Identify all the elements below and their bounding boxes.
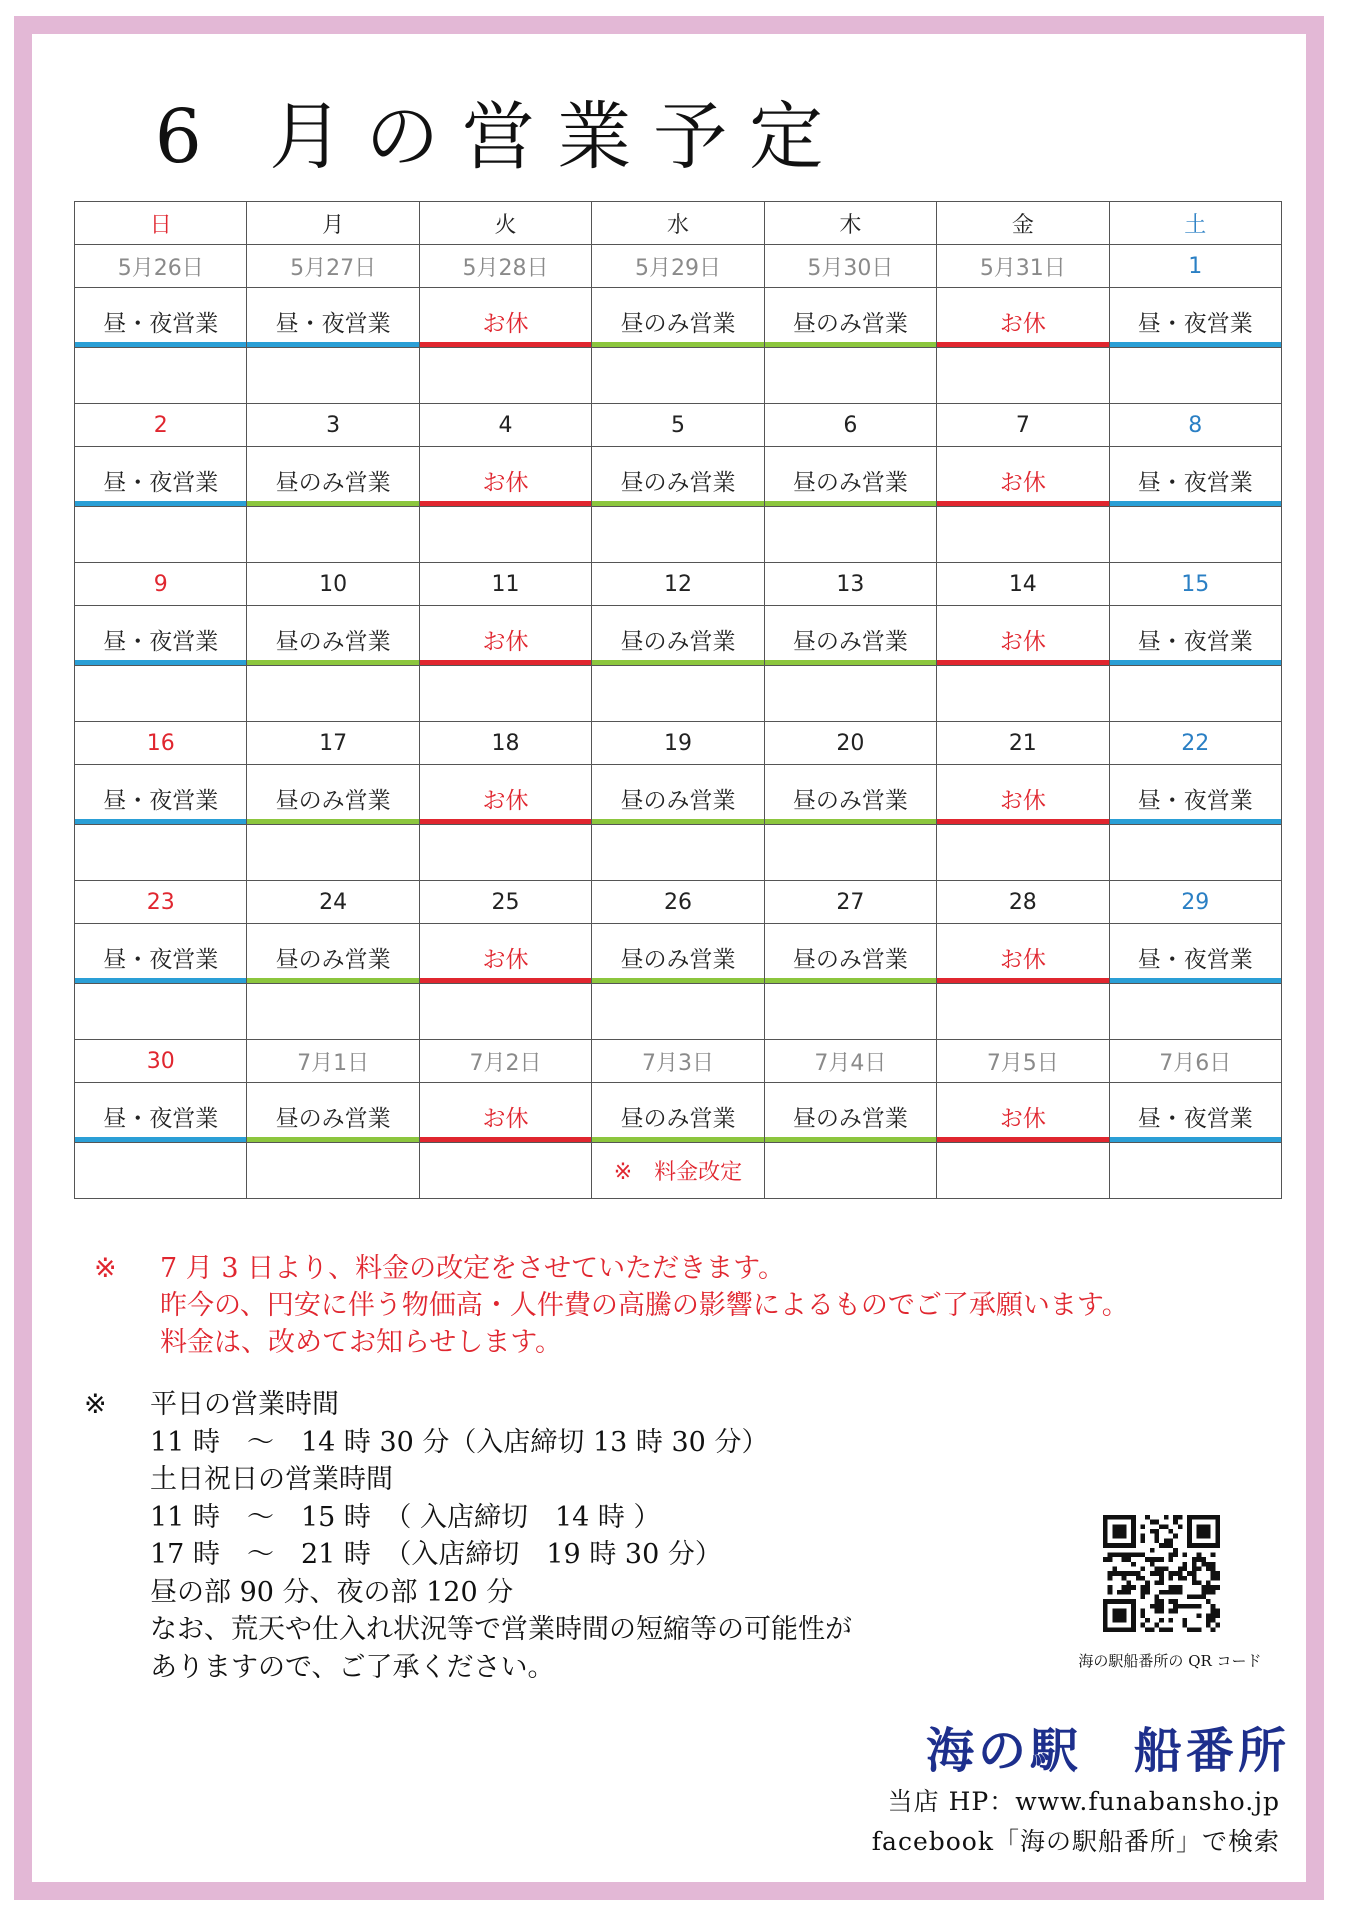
status-cell bbox=[1109, 1083, 1281, 1143]
status-label: 昼・夜営業 bbox=[103, 311, 219, 338]
status-label: お休 bbox=[482, 788, 529, 815]
date-cell: 5月30日 bbox=[764, 245, 936, 288]
status-cell bbox=[75, 447, 247, 507]
hours-line: なお、荒天や仕入れ状況等で営業時間の短縮等の可能性が bbox=[150, 1614, 852, 1645]
status-label: 昼のみ営業 bbox=[792, 311, 908, 338]
facebook-search: facebook「海の駅船番所」で検索 bbox=[871, 1827, 1280, 1856]
date-cell: 23 bbox=[75, 880, 247, 923]
weekday-header: 水 bbox=[592, 202, 764, 245]
hours-line: 昼の部 90 分、夜の部 120 分 bbox=[150, 1576, 514, 1608]
status-cell bbox=[419, 765, 591, 825]
status-underline bbox=[420, 501, 591, 506]
status-underline bbox=[420, 819, 591, 824]
note-cell bbox=[937, 825, 1109, 881]
calendar-table bbox=[74, 201, 1282, 1199]
status-label: 昼のみ営業 bbox=[275, 470, 391, 497]
note-cell bbox=[419, 1143, 591, 1199]
status-cell bbox=[937, 288, 1109, 348]
date-cell: 11 bbox=[419, 563, 591, 606]
weekday-header: 土 bbox=[1109, 202, 1281, 245]
price-revision-notice bbox=[94, 1250, 1129, 1361]
status-label: 昼のみ営業 bbox=[275, 947, 391, 974]
status-label: 昼・夜営業 bbox=[1137, 470, 1253, 497]
note-cell bbox=[937, 984, 1109, 1040]
note-cell bbox=[75, 1143, 247, 1199]
status-label: 昼・夜営業 bbox=[275, 311, 391, 338]
status-label: お休 bbox=[999, 788, 1046, 815]
status-cell bbox=[764, 606, 936, 666]
status-cell bbox=[419, 447, 591, 507]
status-underline bbox=[592, 819, 763, 824]
status-cell bbox=[419, 924, 591, 984]
status-cell bbox=[247, 1083, 419, 1143]
note-cell bbox=[247, 1143, 419, 1199]
status-underline bbox=[1110, 342, 1281, 347]
date-cell: 12 bbox=[592, 563, 764, 606]
status-cell bbox=[592, 765, 764, 825]
date-cell: 5月29日 bbox=[592, 245, 764, 288]
status-underline bbox=[247, 660, 418, 665]
status-underline bbox=[765, 1137, 936, 1142]
status-cell bbox=[1109, 924, 1281, 984]
note-cell bbox=[247, 348, 419, 404]
status-label: お休 bbox=[999, 947, 1046, 974]
note-cell bbox=[764, 1143, 936, 1199]
status-cell bbox=[592, 447, 764, 507]
date-cell: 29 bbox=[1109, 880, 1281, 923]
hours-line: ありますので、ご了承ください。 bbox=[150, 1651, 555, 1683]
status-underline bbox=[247, 501, 418, 506]
note-cell bbox=[75, 348, 247, 404]
note-cell bbox=[937, 348, 1109, 404]
status-underline bbox=[75, 1137, 246, 1142]
note-cell bbox=[419, 348, 591, 404]
date-cell: 5月26日 bbox=[75, 245, 247, 288]
note-cell bbox=[764, 348, 936, 404]
status-underline bbox=[937, 501, 1108, 506]
date-cell: 5月27日 bbox=[247, 245, 419, 288]
date-cell: 20 bbox=[764, 722, 936, 765]
status-underline bbox=[765, 660, 936, 665]
note-cell bbox=[1109, 348, 1281, 404]
note-cell: ※ 料金改定 bbox=[592, 1143, 764, 1199]
date-cell: 2 bbox=[75, 404, 247, 447]
homepage-url[interactable]: 当店 HP：www.funabansho.jp bbox=[887, 1787, 1280, 1816]
status-underline bbox=[937, 1137, 1108, 1142]
status-cell bbox=[419, 1083, 591, 1143]
status-label: 昼のみ営業 bbox=[620, 629, 736, 656]
date-cell: 24 bbox=[247, 880, 419, 923]
date-cell: 7 bbox=[937, 404, 1109, 447]
status-label: 昼・夜営業 bbox=[1137, 311, 1253, 338]
status-label: お休 bbox=[482, 311, 529, 338]
date-cell: 18 bbox=[419, 722, 591, 765]
note-cell bbox=[1109, 984, 1281, 1040]
status-underline bbox=[592, 501, 763, 506]
status-cell bbox=[764, 288, 936, 348]
note-cell bbox=[764, 984, 936, 1040]
status-cell bbox=[247, 924, 419, 984]
status-cell bbox=[937, 765, 1109, 825]
status-cell bbox=[247, 606, 419, 666]
status-cell bbox=[1109, 447, 1281, 507]
status-cell bbox=[247, 288, 419, 348]
status-underline bbox=[247, 819, 418, 824]
weekday-header: 金 bbox=[937, 202, 1109, 245]
status-underline bbox=[420, 660, 591, 665]
status-underline bbox=[75, 978, 246, 983]
status-underline bbox=[1110, 1137, 1281, 1142]
status-label: 昼のみ営業 bbox=[275, 788, 391, 815]
status-label: お休 bbox=[999, 311, 1046, 338]
status-cell bbox=[937, 1083, 1109, 1143]
status-label: お休 bbox=[482, 947, 529, 974]
note-cell bbox=[592, 348, 764, 404]
status-cell bbox=[764, 924, 936, 984]
status-label: 昼のみ営業 bbox=[620, 470, 736, 497]
status-label: お休 bbox=[482, 1106, 529, 1133]
date-cell: 9 bbox=[75, 563, 247, 606]
status-underline bbox=[247, 1137, 418, 1142]
status-underline bbox=[592, 342, 763, 347]
status-cell bbox=[75, 1083, 247, 1143]
status-cell bbox=[937, 606, 1109, 666]
status-cell bbox=[1109, 606, 1281, 666]
weekday-header: 日 bbox=[75, 202, 247, 245]
status-label: お休 bbox=[482, 629, 529, 656]
status-underline bbox=[937, 342, 1108, 347]
note-cell bbox=[247, 825, 419, 881]
status-underline bbox=[765, 978, 936, 983]
date-cell: 7月6日 bbox=[1109, 1039, 1281, 1082]
date-cell: 15 bbox=[1109, 563, 1281, 606]
status-label: お休 bbox=[999, 1106, 1046, 1133]
date-cell: 3 bbox=[247, 404, 419, 447]
note-cell bbox=[75, 984, 247, 1040]
note-cell bbox=[419, 984, 591, 1040]
status-cell bbox=[592, 924, 764, 984]
status-label: 昼・夜営業 bbox=[103, 788, 219, 815]
status-underline bbox=[420, 342, 591, 347]
date-cell: 16 bbox=[75, 722, 247, 765]
date-cell: 10 bbox=[247, 563, 419, 606]
weekday-header: 木 bbox=[764, 202, 936, 245]
status-cell bbox=[764, 447, 936, 507]
date-cell: 5月31日 bbox=[937, 245, 1109, 288]
notice-line: 昨今の、円安に伴う物価高・人件費の高騰の影響によるものでご了承願います。 bbox=[160, 1290, 1129, 1321]
notice-mark: ※ bbox=[94, 1253, 117, 1284]
note-cell bbox=[419, 507, 591, 563]
status-cell bbox=[592, 288, 764, 348]
status-label: 昼・夜営業 bbox=[103, 629, 219, 656]
status-cell bbox=[75, 606, 247, 666]
hours-line: 土日祝日の営業時間 bbox=[150, 1464, 393, 1495]
note-cell bbox=[247, 507, 419, 563]
weekday-header: 火 bbox=[419, 202, 591, 245]
page-title: 6 月の営業予定 bbox=[154, 94, 846, 180]
status-cell bbox=[419, 606, 591, 666]
note-cell bbox=[75, 825, 247, 881]
note-cell bbox=[247, 666, 419, 722]
hours-line: 17 時 ～ 21 時 （入店締切 19 時 30 分） bbox=[150, 1539, 722, 1570]
date-cell: 1 bbox=[1109, 245, 1281, 288]
date-cell: 5月28日 bbox=[419, 245, 591, 288]
status-underline bbox=[75, 501, 246, 506]
note-cell bbox=[1109, 666, 1281, 722]
status-label: 昼・夜営業 bbox=[1137, 788, 1253, 815]
date-cell: 14 bbox=[937, 563, 1109, 606]
status-underline bbox=[420, 1137, 591, 1142]
status-underline bbox=[765, 342, 936, 347]
status-underline bbox=[937, 978, 1108, 983]
note-cell bbox=[75, 507, 247, 563]
notice-mark: ※ bbox=[84, 1389, 107, 1420]
status-underline bbox=[75, 660, 246, 665]
status-underline bbox=[765, 819, 936, 824]
note-cell bbox=[419, 666, 591, 722]
date-cell: 21 bbox=[937, 722, 1109, 765]
date-cell: 8 bbox=[1109, 404, 1281, 447]
status-label: 昼のみ営業 bbox=[792, 629, 908, 656]
status-cell bbox=[75, 924, 247, 984]
status-label: 昼のみ営業 bbox=[792, 788, 908, 815]
note-cell bbox=[764, 825, 936, 881]
status-cell bbox=[247, 765, 419, 825]
status-label: 昼のみ営業 bbox=[620, 311, 736, 338]
note-cell bbox=[764, 666, 936, 722]
status-underline bbox=[1110, 978, 1281, 983]
status-label: 昼のみ営業 bbox=[620, 947, 736, 974]
notice-line: 料金は、改めてお知らせします。 bbox=[160, 1327, 563, 1358]
date-cell: 4 bbox=[419, 404, 591, 447]
note-cell bbox=[592, 825, 764, 881]
status-label: 昼のみ営業 bbox=[620, 788, 736, 815]
status-cell bbox=[419, 288, 591, 348]
status-label: 昼・夜営業 bbox=[103, 947, 219, 974]
note-cell bbox=[247, 984, 419, 1040]
date-cell: 17 bbox=[247, 722, 419, 765]
status-underline bbox=[592, 660, 763, 665]
status-underline bbox=[75, 342, 246, 347]
shop-name-logo: 海の駅 船番所 bbox=[925, 1723, 1290, 1779]
date-cell: 6 bbox=[764, 404, 936, 447]
status-label: お休 bbox=[482, 470, 529, 497]
status-label: 昼・夜営業 bbox=[1137, 1106, 1253, 1133]
status-cell bbox=[937, 447, 1109, 507]
date-cell: 19 bbox=[592, 722, 764, 765]
status-cell bbox=[247, 447, 419, 507]
business-hours-notice bbox=[84, 1386, 852, 1686]
note-cell bbox=[1109, 1143, 1281, 1199]
status-label: 昼・夜営業 bbox=[1137, 629, 1253, 656]
qr-caption: 海の駅船番所の QR コード bbox=[1078, 1652, 1262, 1670]
status-underline bbox=[937, 660, 1108, 665]
note-cell bbox=[1109, 825, 1281, 881]
status-cell bbox=[75, 288, 247, 348]
status-cell bbox=[75, 765, 247, 825]
status-cell bbox=[764, 1083, 936, 1143]
status-label: 昼・夜営業 bbox=[1137, 947, 1253, 974]
status-label: お休 bbox=[999, 470, 1046, 497]
status-cell bbox=[592, 1083, 764, 1143]
status-label: 昼のみ営業 bbox=[620, 1106, 736, 1133]
status-underline bbox=[1110, 660, 1281, 665]
note-cell bbox=[419, 825, 591, 881]
status-label: 昼のみ営業 bbox=[792, 470, 908, 497]
status-underline bbox=[937, 819, 1108, 824]
status-cell bbox=[1109, 765, 1281, 825]
date-cell: 7月2日 bbox=[419, 1039, 591, 1082]
note-cell bbox=[592, 666, 764, 722]
date-cell: 28 bbox=[937, 880, 1109, 923]
status-cell bbox=[937, 924, 1109, 984]
status-label: 昼のみ営業 bbox=[275, 1106, 391, 1133]
date-cell: 7月1日 bbox=[247, 1039, 419, 1082]
status-underline bbox=[75, 819, 246, 824]
date-cell: 26 bbox=[592, 880, 764, 923]
status-label: 昼のみ営業 bbox=[792, 947, 908, 974]
status-underline bbox=[1110, 819, 1281, 824]
date-cell: 7月5日 bbox=[937, 1039, 1109, 1082]
hours-line: 11 時 ～ 14 時 30 分（入店締切 13 時 30 分） bbox=[150, 1426, 769, 1458]
note-cell bbox=[592, 507, 764, 563]
note-cell bbox=[937, 666, 1109, 722]
status-label: 昼・夜営業 bbox=[103, 470, 219, 497]
status-underline bbox=[765, 501, 936, 506]
status-underline bbox=[1110, 501, 1281, 506]
status-underline bbox=[420, 978, 591, 983]
status-label: 昼・夜営業 bbox=[103, 1106, 219, 1133]
date-cell: 30 bbox=[75, 1039, 247, 1082]
status-label: お休 bbox=[999, 629, 1046, 656]
status-underline bbox=[592, 1137, 763, 1142]
weekday-header: 月 bbox=[247, 202, 419, 245]
hours-line: 平日の営業時間 bbox=[150, 1389, 339, 1420]
note-cell bbox=[937, 1143, 1109, 1199]
date-cell: 27 bbox=[764, 880, 936, 923]
status-underline bbox=[247, 978, 418, 983]
date-cell: 22 bbox=[1109, 722, 1281, 765]
note-cell bbox=[1109, 507, 1281, 563]
qr-code[interactable] bbox=[1103, 1515, 1220, 1632]
date-cell: 13 bbox=[764, 563, 936, 606]
status-cell bbox=[592, 606, 764, 666]
note-cell bbox=[937, 507, 1109, 563]
date-cell: 7月4日 bbox=[764, 1039, 936, 1082]
status-cell bbox=[764, 765, 936, 825]
note-cell bbox=[764, 507, 936, 563]
status-underline bbox=[592, 978, 763, 983]
date-cell: 5 bbox=[592, 404, 764, 447]
status-label: 昼のみ営業 bbox=[275, 629, 391, 656]
status-underline bbox=[247, 342, 418, 347]
note-cell bbox=[592, 984, 764, 1040]
date-cell: 7月3日 bbox=[592, 1039, 764, 1082]
notice-line: 7 月 3 日より、料金の改定をさせていただきます。 bbox=[160, 1253, 785, 1284]
date-cell: 25 bbox=[419, 880, 591, 923]
status-cell bbox=[1109, 288, 1281, 348]
note-cell bbox=[75, 666, 247, 722]
status-label: 昼のみ営業 bbox=[792, 1106, 908, 1133]
hours-line: 11 時 ～ 15 時 （ 入店締切 14 時 ） bbox=[150, 1501, 661, 1533]
